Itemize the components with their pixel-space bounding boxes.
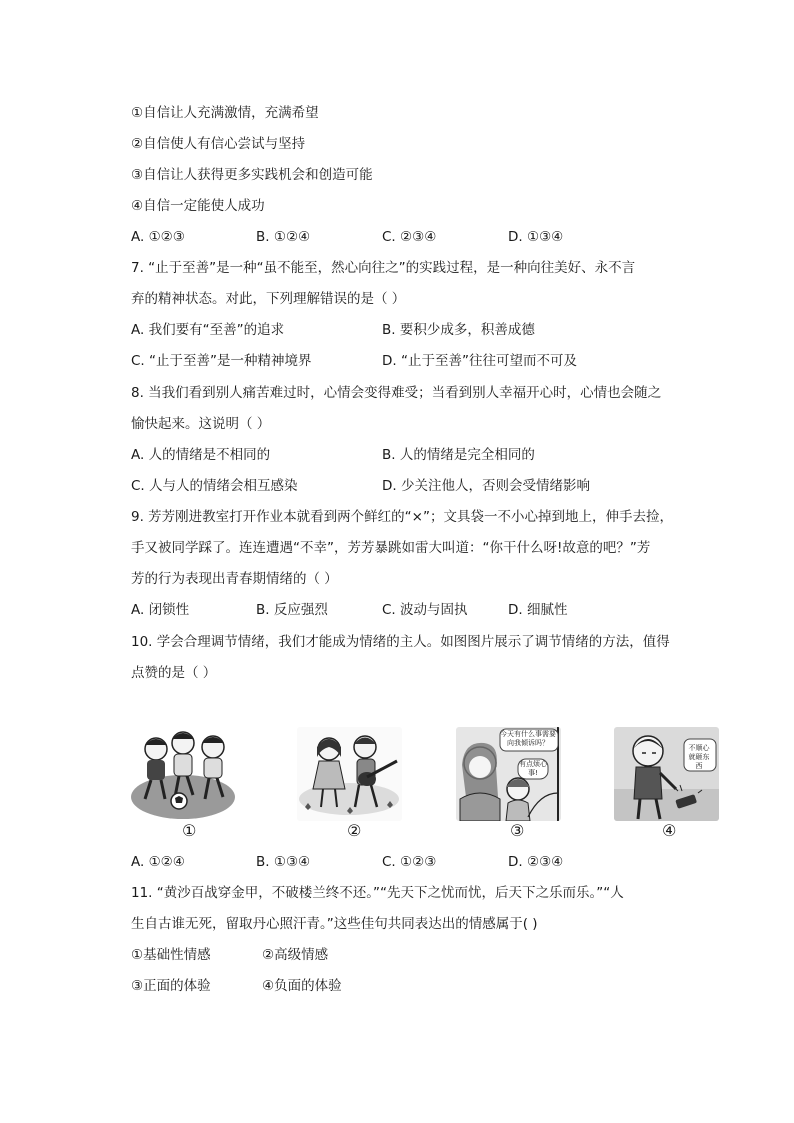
q6-option-b: B. ①②④ xyxy=(256,229,311,245)
q6-statement-1: ①自信让人充满激情，充满希望 xyxy=(131,105,319,121)
q7-option-a: A. 我们要有“至善”的追求 xyxy=(131,322,285,338)
q10-picture-3-label: ③ xyxy=(510,821,525,840)
q10-picture-3-bubble-2-text: 有点烦心事! xyxy=(519,760,547,777)
q8-stem-line-1: 8. 当我们看到别人痛苦难过时，心情会变得难受；当看到别人幸福开心时，心情也会随之 xyxy=(131,385,662,401)
q10-picture-4-smashing xyxy=(614,727,719,821)
q9-stem-line-3: 芳的行为表现出青春期情绪的（ ） xyxy=(131,571,338,587)
q6-option-d: D. ①③④ xyxy=(508,229,564,245)
q9-option-b: B. 反应强烈 xyxy=(256,602,328,618)
q10-stem-line-2: 点赞的是（ ） xyxy=(131,665,217,681)
q7-option-d: D. “止于至善”往往可望而不可及 xyxy=(382,353,577,369)
q6-statement-4: ④自信一定能使人成功 xyxy=(131,198,265,214)
q10-picture-3-bubble-1-text: 今天有什么事需要向我倾诉吗？ xyxy=(500,730,556,747)
q10-stem-line-1: 10. 学会合理调节情绪，我们才能成为情绪的主人。如图图片展示了调节情绪的方法，值得 xyxy=(131,634,670,650)
q11-stem-line-2: 生自古谁无死，留取丹心照汗青。”这些佳句共同表达出的情感属于( ) xyxy=(131,916,538,932)
q10-option-b: B. ①③④ xyxy=(256,854,311,870)
q10-picture-4-bubble xyxy=(686,744,714,772)
q10-option-c: C. ①②③ xyxy=(382,854,437,870)
q10-option-a: A. ①②④ xyxy=(131,854,185,870)
q7-option-b: B. 要积少成多，积善成德 xyxy=(382,322,535,338)
q10-picture-1-football xyxy=(131,727,236,821)
q10-picture-4-bubble-text: 不顺心就砸东西 xyxy=(688,744,710,770)
q10-picture-4-label: ④ xyxy=(662,821,677,840)
q11-statement-3: ③正面的体验 xyxy=(131,978,211,994)
q11-stem-line-1: 11. “黄沙百战穿金甲，不破楼兰终不还。”“先天下之忧而忧，后天下之乐而乐。”“人 xyxy=(131,885,624,901)
q6-option-a: A. ①②③ xyxy=(131,229,185,245)
q9-stem-line-1: 9. 芳芳刚进教室打开作业本就看到两个鲜红的“×”；文具袋一不小心掉到地上，伸手去捡， xyxy=(131,509,673,525)
q10-picture-3-bubble-2 xyxy=(519,759,547,779)
q10-picture-2-label: ② xyxy=(347,821,362,840)
q10-picture-3-bubble-1 xyxy=(500,729,558,751)
q9-stem-line-2: 手又被同学踩了。连连遭遇“不幸”，芳芳暴跳如雷大叫道：“你干什么呀!故意的吧？”芳 xyxy=(131,540,651,556)
q8-option-c: C. 人与人的情绪会相互感染 xyxy=(131,478,298,494)
q10-option-d: D. ②③④ xyxy=(508,854,564,870)
q7-option-c: C. “止于至善”是一种精神境界 xyxy=(131,353,312,369)
q11-statement-2: ②高级情感 xyxy=(262,947,329,963)
q6-option-c: C. ②③④ xyxy=(382,229,437,245)
q8-option-a: A. 人的情绪是不相同的 xyxy=(131,447,271,463)
q9-option-a: A. 闭锁性 xyxy=(131,602,190,618)
q9-option-c: C. 波动与固执 xyxy=(382,602,468,618)
q9-option-d: D. 细腻性 xyxy=(508,602,568,618)
q7-stem-line-1: 7. “止于至善”是一种“虽不能至，然心向往之”的实践过程，是一种向往美好、永不言 xyxy=(131,260,636,276)
q6-statement-2: ②自信使人有信心尝试与坚持 xyxy=(131,136,306,152)
q8-stem-line-2: 愉快起来。这说明（ ） xyxy=(131,416,271,432)
q11-statement-4: ④负面的体验 xyxy=(262,978,342,994)
q11-statement-1: ①基础性情感 xyxy=(131,947,211,963)
q10-picture-2-music xyxy=(297,727,402,821)
q6-statement-3: ③自信让人获得更多实践机会和创造可能 xyxy=(131,167,373,183)
q8-option-d: D. 少关注他人，否则会受情绪影响 xyxy=(382,478,590,494)
q7-stem-line-2: 弃的精神状态。对此，下列理解错误的是（ ） xyxy=(131,291,406,307)
q10-picture-1-label: ① xyxy=(182,821,197,840)
q8-option-b: B. 人的情绪是完全相同的 xyxy=(382,447,535,463)
